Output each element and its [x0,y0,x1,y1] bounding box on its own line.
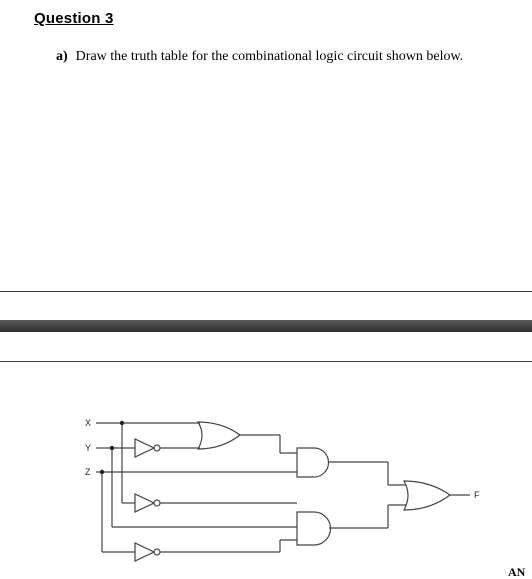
input-label-y: Y [85,443,92,453]
divider-top [0,291,532,292]
and-gate-2 [297,512,331,545]
or-gate-1 [198,422,240,449]
input-label-x: X [85,418,92,428]
or-gate-2 [404,481,450,510]
not-gate-1-bubble [154,445,160,451]
question-part-a [56,49,463,65]
junction-z [100,470,104,474]
divider-thick-bar [0,320,532,332]
not-gate-1 [135,439,154,457]
part-label: a) [56,49,68,64]
divider-bottom [0,361,532,362]
and-gate-1 [297,448,329,477]
cut-off-text: AN [508,565,526,579]
output-label-f: F [474,490,480,500]
not-gate-3-bubble [154,549,160,555]
input-label-z: Z [85,467,91,477]
logic-circuit-diagram [0,400,532,579]
part-text: Draw the truth table for the combinational logic circuit shown below. [75,49,464,64]
not-gate-2 [135,494,154,512]
not-gate-3 [135,543,154,561]
junction-y [110,446,114,450]
not-gate-2-bubble [154,500,160,506]
question-heading: Question 3 [34,10,114,27]
junction-x [120,421,124,425]
